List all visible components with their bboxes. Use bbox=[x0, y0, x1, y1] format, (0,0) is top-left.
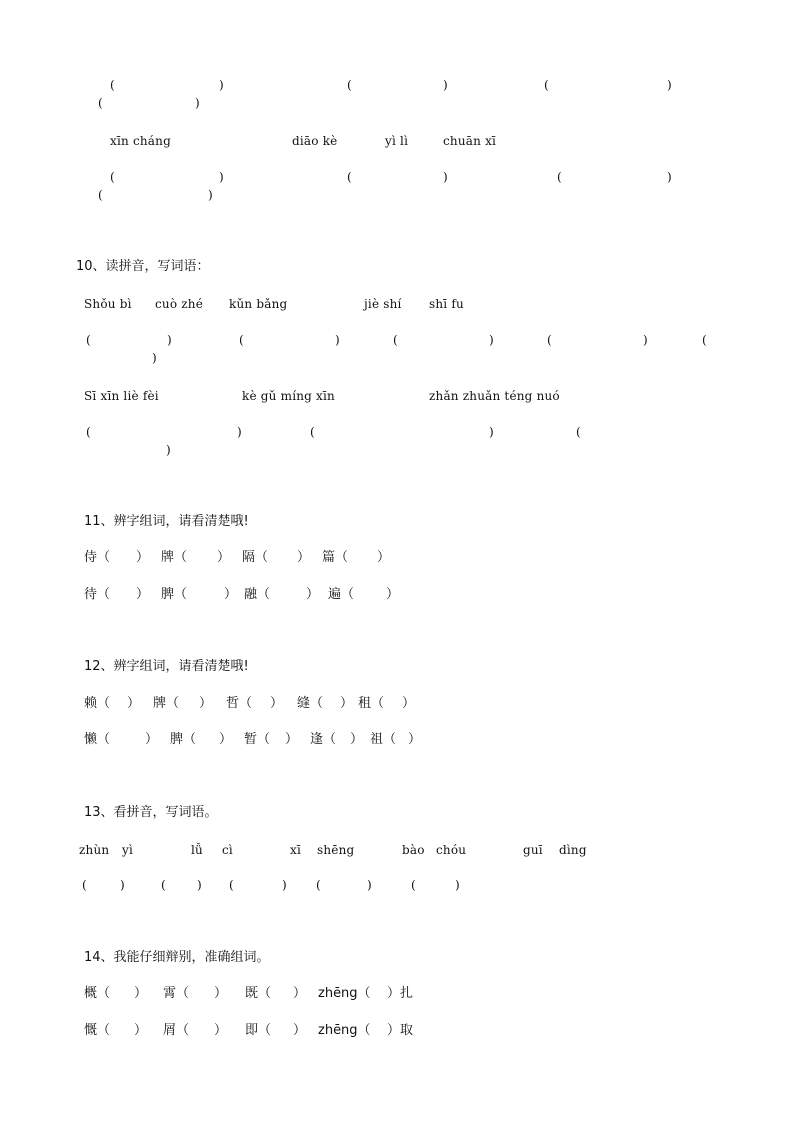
paren-open: ( bbox=[547, 333, 552, 347]
paren-close: ) bbox=[237, 425, 242, 439]
paren-open: ( bbox=[310, 425, 315, 439]
paren-close: ) bbox=[443, 170, 448, 184]
word-char-item: ）扎 bbox=[387, 986, 414, 1001]
paren-close: ） bbox=[219, 732, 233, 747]
pinyin-syllable: zhùn bbox=[79, 843, 110, 857]
paren-close: ） bbox=[145, 732, 159, 747]
pinyin-word: Shǒu bì bbox=[84, 297, 132, 311]
paren-close: ） bbox=[199, 696, 213, 711]
paren-close: ) bbox=[197, 878, 202, 892]
paren-close: ） bbox=[386, 587, 400, 602]
paren-open: ( bbox=[86, 425, 91, 439]
word-char-item: 祖（ bbox=[370, 732, 397, 747]
paren-close: ） bbox=[285, 732, 299, 747]
word-char-item: 缝（ bbox=[297, 696, 324, 711]
paren-open: ( bbox=[411, 878, 416, 892]
pinyin-syllable: lǚ bbox=[191, 843, 203, 857]
pinyin-syllable: xī bbox=[290, 843, 302, 857]
word-char-item: 待（ bbox=[84, 587, 111, 602]
word-char-item: 概（ bbox=[84, 986, 111, 1001]
paren-close: ) bbox=[643, 333, 648, 347]
paren-open: ( bbox=[161, 878, 166, 892]
pinyin-word: jiè shí bbox=[364, 297, 402, 311]
paren-close: ） bbox=[136, 550, 150, 565]
paren-open: ( bbox=[347, 170, 352, 184]
pinyin-word: chuān xī bbox=[443, 134, 497, 148]
pinyin-word: kǔn bǎng bbox=[229, 297, 288, 311]
paren-close: ) bbox=[367, 878, 372, 892]
paren-close: ) bbox=[219, 78, 224, 92]
word-char-item: 牌（ bbox=[153, 696, 180, 711]
word-char-item: 脾（ bbox=[170, 732, 197, 747]
word-char-item: 脾（ bbox=[161, 587, 188, 602]
paren-open: ( bbox=[229, 878, 234, 892]
word-char-item: 哲（ bbox=[226, 696, 253, 711]
word-char-item: 慨（ bbox=[84, 1023, 111, 1038]
question-11-title: 11、辨字组词，请看清楚哦! bbox=[84, 514, 249, 529]
paren-open: ( bbox=[576, 425, 581, 439]
pinyin-syllable: yì bbox=[122, 843, 134, 857]
paren-close: ) bbox=[120, 878, 125, 892]
paren-close: ） bbox=[217, 550, 231, 565]
word-char-item: 租（ bbox=[358, 696, 385, 711]
word-char-item: 篇（ bbox=[322, 550, 349, 565]
paren-close: ） bbox=[127, 696, 141, 711]
paren-close: ) bbox=[455, 878, 460, 892]
paren-close: ） bbox=[136, 587, 150, 602]
paren-close: ) bbox=[443, 78, 448, 92]
word-char-item: 暂（ bbox=[244, 732, 271, 747]
word-char-item: zhēng（ bbox=[318, 1023, 371, 1038]
paren-close: ） bbox=[293, 986, 307, 1001]
question-13-title: 13、看拼音，写词语。 bbox=[84, 805, 218, 820]
paren-close: ） bbox=[134, 986, 148, 1001]
paren-close: ） bbox=[293, 1023, 307, 1038]
paren-open: ( bbox=[82, 878, 87, 892]
paren-close: ) bbox=[335, 333, 340, 347]
paren-open: ( bbox=[98, 188, 103, 202]
paren-open: ( bbox=[557, 170, 562, 184]
word-char-item: 侍（ bbox=[84, 550, 111, 565]
paren-open: ( bbox=[316, 878, 321, 892]
paren-close: ） bbox=[340, 696, 354, 711]
paren-close: ） bbox=[402, 696, 416, 711]
paren-close: ） bbox=[224, 587, 238, 602]
paren-close: ) bbox=[152, 351, 157, 365]
paren-open: ( bbox=[393, 333, 398, 347]
pinyin-word: yì lì bbox=[385, 134, 409, 148]
pinyin-word: xīn cháng bbox=[110, 134, 171, 148]
paren-close: ） bbox=[270, 696, 284, 711]
pinyin-syllable: shēng bbox=[317, 843, 355, 857]
word-char-item: 融（ bbox=[244, 587, 271, 602]
word-char-item: 霄（ bbox=[163, 986, 190, 1001]
word-char-item: 隔（ bbox=[242, 550, 269, 565]
pinyin-syllable: bào bbox=[402, 843, 425, 857]
word-char-item: 遍（ bbox=[328, 587, 355, 602]
word-char-item: 懒（ bbox=[84, 732, 111, 747]
pinyin-syllable: dìng bbox=[559, 843, 587, 857]
word-char-item: 赖（ bbox=[84, 696, 111, 711]
paren-close: ) bbox=[667, 170, 672, 184]
paren-close: ） bbox=[377, 550, 391, 565]
pinyin-word: zhǎn zhuǎn téng nuó bbox=[429, 389, 560, 403]
word-char-item: ）取 bbox=[387, 1023, 414, 1038]
paren-open: ( bbox=[702, 333, 707, 347]
paren-close: ） bbox=[134, 1023, 148, 1038]
paren-close: ) bbox=[208, 188, 213, 202]
question-10-title: 10、读拼音，写词语： bbox=[76, 259, 210, 274]
pinyin-word: cuò zhé bbox=[155, 297, 204, 311]
pinyin-word: diāo kè bbox=[292, 134, 338, 148]
pinyin-syllable: chóu bbox=[436, 843, 467, 857]
pinyin-word: kè gǔ míng xīn bbox=[242, 389, 335, 403]
question-12-title: 12、辨字组词，请看清楚哦! bbox=[84, 659, 249, 674]
paren-close: ) bbox=[667, 78, 672, 92]
paren-open: ( bbox=[347, 78, 352, 92]
pinyin-syllable: guī bbox=[523, 843, 543, 857]
paren-close: ) bbox=[195, 96, 200, 110]
paren-open: ( bbox=[110, 78, 115, 92]
pinyin-word: Sī xīn liè fèi bbox=[84, 389, 159, 403]
paren-open: ( bbox=[544, 78, 549, 92]
paren-close: ） bbox=[306, 587, 320, 602]
paren-open: ( bbox=[239, 333, 244, 347]
pinyin-syllable: cì bbox=[222, 843, 233, 857]
question-14-title: 14、我能仔细辩别，准确组词。 bbox=[84, 950, 270, 965]
paren-close: ) bbox=[166, 443, 171, 457]
paren-close: ） bbox=[408, 732, 422, 747]
paren-close: ） bbox=[297, 550, 311, 565]
paren-close: ) bbox=[219, 170, 224, 184]
paren-open: ( bbox=[110, 170, 115, 184]
word-char-item: 即（ bbox=[245, 1023, 272, 1038]
paren-close: ) bbox=[167, 333, 172, 347]
pinyin-word: shī fu bbox=[429, 297, 464, 311]
paren-close: ） bbox=[214, 1023, 228, 1038]
word-char-item: zhēng（ bbox=[318, 986, 371, 1001]
paren-close: ) bbox=[489, 333, 494, 347]
word-char-item: 逢（ bbox=[310, 732, 337, 747]
paren-open: ( bbox=[86, 333, 91, 347]
paren-close: ) bbox=[489, 425, 494, 439]
word-char-item: 屑（ bbox=[163, 1023, 190, 1038]
word-char-item: 既（ bbox=[245, 986, 272, 1001]
paren-open: ( bbox=[98, 96, 103, 110]
paren-close: ) bbox=[282, 878, 287, 892]
word-char-item: 牌（ bbox=[161, 550, 188, 565]
paren-close: ） bbox=[214, 986, 228, 1001]
paren-close: ） bbox=[350, 732, 364, 747]
